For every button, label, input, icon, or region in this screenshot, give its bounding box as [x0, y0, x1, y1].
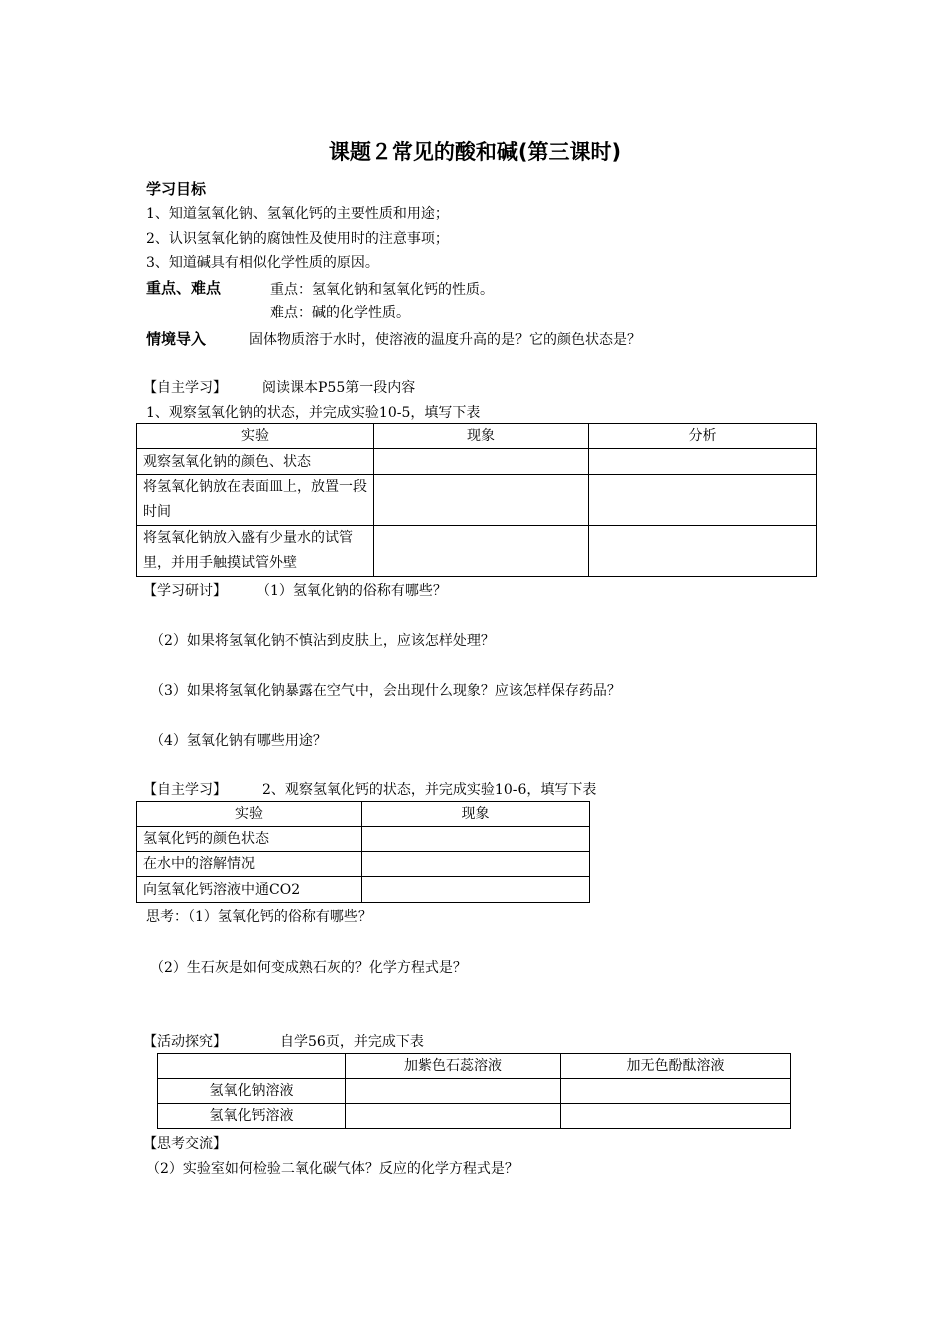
- think-question: （2）生石灰是如何变成熟石灰的？化学方程式是？: [150, 960, 467, 976]
- blank-cell[interactable]: [346, 1104, 561, 1129]
- table-cell: 将氢氧化钠放在表面皿上，放置一段时间: [137, 475, 374, 526]
- intro-text: 固体物质溶于水时，使溶液的温度升高的是？它的颜色状态是？: [249, 332, 641, 348]
- exchange-tag: 【思考交流】: [143, 1136, 227, 1152]
- discussion-question: （4）氢氧化钠有哪些用途？: [150, 733, 327, 749]
- key-points-heading: 重点、难点: [146, 279, 222, 297]
- objective-item: 3、知道碱具有相似化学性质的原因。: [146, 255, 379, 271]
- discussion-tag: 【学习研讨】: [143, 583, 227, 599]
- table-header: 实验: [137, 424, 374, 449]
- caoh2-experiment-table: [136, 801, 590, 903]
- table-cell: 向氢氧化钙溶液中通CO2: [137, 877, 362, 903]
- naoh-experiment-table: [136, 423, 817, 577]
- table-header-row: [158, 1054, 791, 1079]
- table-header-row: [137, 424, 817, 449]
- table-row: [137, 475, 817, 526]
- discussion-question: （2）如果将氢氧化钠不慎沾到皮肤上，应该怎样处理？: [150, 633, 495, 649]
- self-study-text: 2、观察氢氧化钙的状态，并完成实验10-6，填写下表: [262, 782, 597, 798]
- table-header: 分析: [589, 424, 817, 449]
- intro-heading: 情境导入: [146, 330, 207, 348]
- table-cell: 将氢氧化钠放入盛有少量水的试管里，并用手触摸试管外壁: [137, 526, 374, 577]
- table-row: [137, 827, 590, 852]
- activity-text: 自学56页，并完成下表: [280, 1034, 424, 1050]
- table-row: [137, 852, 590, 877]
- blank-cell[interactable]: [561, 1104, 791, 1129]
- blank-cell[interactable]: [589, 449, 817, 475]
- objective-item: 1、知道氢氧化钠、氢氧化钙的主要性质和用途；: [146, 206, 449, 222]
- objectives-heading: 学习目标: [146, 180, 207, 198]
- self-study-tag: 【自主学习】: [143, 380, 227, 396]
- objective-item: 2、认识氢氧化钠的腐蚀性及使用时的注意事项；: [146, 231, 449, 247]
- page-title: 课题２常见的酸和碱(第三课时): [328, 140, 622, 164]
- blank-cell[interactable]: [374, 526, 589, 577]
- table-cell: 氢氧化钙的颜色状态: [137, 827, 362, 852]
- blank-cell[interactable]: [362, 827, 590, 852]
- think-question: 思考：（1）氢氧化钙的俗称有哪些？: [146, 909, 372, 925]
- table-header: 加无色酚酞溶液: [561, 1054, 791, 1079]
- discussion-question: （3）如果将氢氧化钠暴露在空气中，会出现什么现象？应该怎样保存药品？: [150, 683, 621, 699]
- self-study-tag: 【自主学习】: [143, 782, 227, 798]
- key-point: 重点：氢氧化钠和氢氧化钙的性质。: [270, 282, 494, 298]
- self-study-task: 1、观察氢氧化钠的状态，并完成实验10-5，填写下表: [146, 405, 481, 421]
- table-cell: 氢氧化钙溶液: [158, 1104, 346, 1129]
- blank-cell[interactable]: [362, 877, 590, 903]
- blank-cell[interactable]: [374, 449, 589, 475]
- table-row: [158, 1104, 791, 1129]
- blank-cell[interactable]: [561, 1079, 791, 1104]
- blank-cell[interactable]: [589, 526, 817, 577]
- table-row: [137, 526, 817, 577]
- table-cell: 观察氢氧化钠的颜色、状态: [137, 449, 374, 475]
- blank-cell[interactable]: [362, 852, 590, 877]
- table-header: 现象: [374, 424, 589, 449]
- exchange-question: （2）实验室如何检验二氧化碳气体？反应的化学方程式是？: [146, 1161, 519, 1177]
- difficult-point: 难点：碱的化学性质。: [270, 305, 410, 321]
- blank-cell[interactable]: [589, 475, 817, 526]
- discussion-question: （1）氢氧化钠的俗称有哪些？: [256, 583, 447, 599]
- indicator-table: [157, 1053, 791, 1129]
- table-header: 加紫色石蕊溶液: [346, 1054, 561, 1079]
- table-row: [158, 1079, 791, 1104]
- blank-cell[interactable]: [374, 475, 589, 526]
- table-header: 实验: [137, 802, 362, 827]
- self-study-text: 阅读课本P55第一段内容: [262, 380, 416, 396]
- activity-tag: 【活动探究】: [143, 1034, 227, 1050]
- table-cell: 氢氧化钠溶液: [158, 1079, 346, 1104]
- table-cell: 在水中的溶解情况: [137, 852, 362, 877]
- table-header-row: [137, 802, 590, 827]
- table-header: [158, 1054, 346, 1079]
- table-row: [137, 449, 817, 475]
- table-header: 现象: [362, 802, 590, 827]
- table-row: [137, 877, 590, 903]
- blank-cell[interactable]: [346, 1079, 561, 1104]
